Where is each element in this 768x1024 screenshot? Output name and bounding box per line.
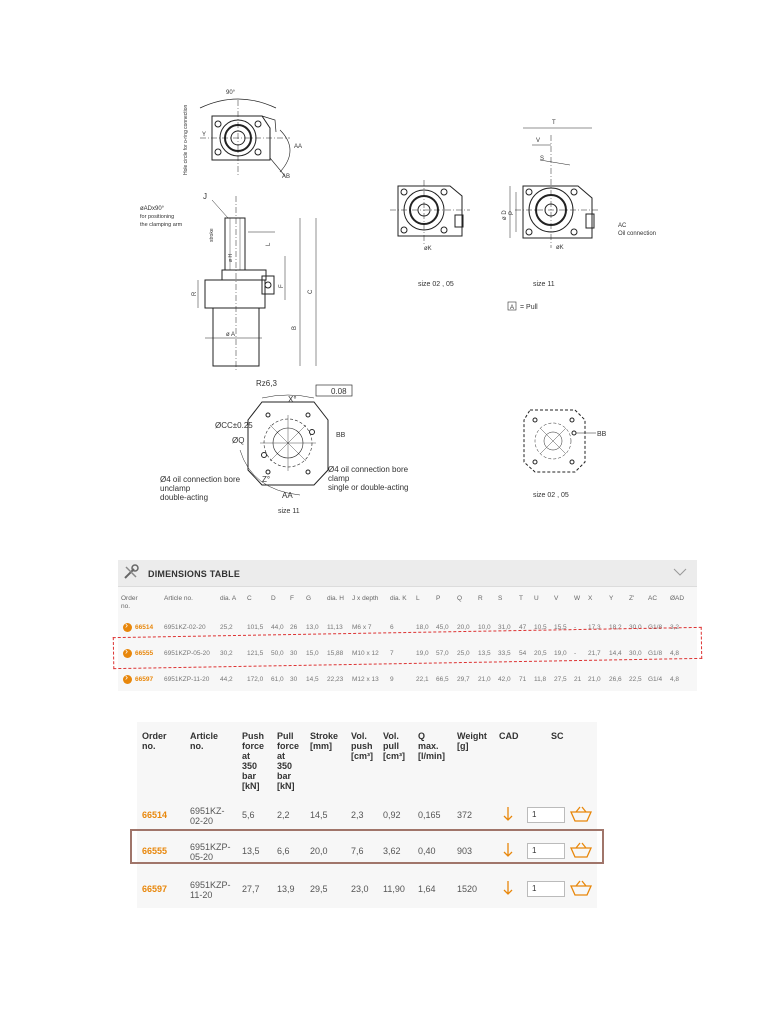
quantity-input[interactable]: 1 (527, 843, 565, 859)
label-hole-circle: Hole circle for o-ring connection (183, 104, 189, 175)
port-diagram-size-02-05 (524, 410, 596, 472)
table-cell: 26 (290, 624, 298, 631)
basket-icon[interactable] (570, 880, 592, 896)
table-cell: 30 (290, 676, 298, 683)
front-view-size-11 (510, 128, 600, 248)
label-j: J (203, 192, 207, 201)
label-flatness: 0.08 (331, 387, 347, 396)
table-cell: 18,0 (416, 624, 429, 631)
dim-header-cell: T (519, 595, 523, 602)
dim-header-cell: dia. A (220, 595, 237, 602)
table-cell: 13,9 (277, 884, 295, 894)
dim-header-cell: AC (648, 595, 658, 602)
table-cell: 14,5 (306, 676, 319, 683)
order-number-link[interactable]: 66597 (135, 676, 154, 683)
table-cell: 903 (457, 846, 473, 856)
table-cell: 0,165 (418, 810, 441, 820)
label-s: S (540, 156, 545, 162)
label-clamp-3: single or double-acting (328, 483, 409, 492)
label-size-11: size 11 (533, 281, 555, 288)
table-cell: 6 (390, 624, 394, 631)
table-cell: 121,5 (247, 650, 264, 657)
table-cell: 18,2 (609, 624, 622, 631)
table-cell: 15,5 (554, 624, 567, 631)
label-c: C (308, 289, 314, 294)
table-cell: 20,5 (534, 650, 547, 657)
dim-header-cell: Q (457, 595, 463, 602)
order-header-cell: Vol. pull [cm³] (383, 731, 405, 761)
table-cell: 50,0 (271, 650, 284, 657)
front-view-size-02-05 (390, 180, 470, 245)
label-size-02-05: size 02 , 05 (418, 281, 454, 288)
table-cell: 6951KZP- 11-20 (190, 880, 231, 900)
table-cell: 11,90 (383, 884, 405, 894)
table-cell: 21,0 (478, 676, 491, 683)
table-cell: 31,0 (498, 624, 511, 631)
table-cell: 25,2 (220, 624, 233, 631)
arrow-circle-icon[interactable] (123, 675, 132, 684)
dim-header-cell: dia. H (327, 595, 344, 602)
order-header-cell: SC (551, 731, 564, 741)
table-cell: 1,64 (418, 884, 436, 894)
dim-header-cell: F (290, 595, 294, 602)
table-cell: 42,0 (498, 676, 511, 683)
label-ac: AC (618, 223, 627, 229)
order-header-cell: Weight [g] (457, 731, 487, 751)
label-x: X° (288, 395, 297, 404)
table-cell: 0,92 (383, 810, 401, 820)
quantity-input[interactable]: 1 (527, 807, 565, 823)
label-rz: Rz6,3 (256, 379, 277, 388)
label-d: ø D (502, 210, 508, 220)
dim-header-cell: Y (609, 595, 614, 602)
table-cell: 14,4 (609, 650, 622, 657)
table-cell: 21 (574, 676, 582, 683)
label-b: B (292, 325, 298, 330)
table-cell: 2,3 (351, 810, 364, 820)
table-cell: 61,0 (271, 676, 284, 683)
label-stroke: stroke (209, 228, 215, 242)
table-cell: 23,0 (351, 884, 369, 894)
table-cell: 11,8 (534, 676, 547, 683)
label-a-dia: ø A (226, 332, 236, 338)
table-row (137, 872, 597, 912)
order-header-cell: Article no. (190, 731, 219, 751)
top-view-flange (200, 99, 290, 176)
arrow-circle-icon[interactable] (123, 623, 132, 632)
order-table (137, 722, 597, 908)
table-cell: 9 (390, 676, 394, 683)
dimensions-table-header[interactable] (118, 560, 697, 587)
label-unclamp-2: unclamp (160, 484, 191, 493)
dim-header-cell: U (534, 595, 539, 602)
order-number-link[interactable]: 66597 (142, 884, 168, 894)
label-aa: AA (294, 144, 303, 150)
label-f: F (279, 284, 285, 288)
table-cell: 47 (519, 624, 527, 631)
table-cell: 44,2 (220, 676, 233, 683)
table-cell: 57,0 (436, 650, 449, 657)
download-arrow-icon[interactable] (502, 806, 514, 822)
label-y: Y (202, 132, 207, 138)
table-cell: 71 (519, 676, 527, 683)
dim-header-cell: Order no. (121, 595, 138, 610)
dim-header-cell: G (306, 595, 312, 602)
table-cell: 101,5 (247, 624, 264, 631)
table-cell: 21,7 (588, 650, 601, 657)
dim-header-cell: P (436, 595, 441, 602)
label-ab: AB (282, 174, 291, 180)
dimensions-table (118, 560, 697, 691)
order-header-cell: Push force at 350 bar [kN] (242, 731, 265, 791)
table-cell: - (574, 650, 577, 657)
label-v: V (536, 138, 541, 144)
order-number-link[interactable]: 66514 (142, 810, 168, 820)
dim-header-cell: R (478, 595, 483, 602)
table-cell: 6951KZ- 02-20 (190, 806, 225, 826)
basket-icon[interactable] (570, 806, 592, 822)
dimensions-table-title: DIMENSIONS TABLE (148, 569, 241, 579)
table-cell: 10,0 (478, 624, 491, 631)
table-cell: 66,5 (436, 676, 449, 683)
table-cell: 22,1 (416, 676, 429, 683)
label-cc: ØCC±0.25 (215, 421, 253, 430)
dim-header-cell: C (247, 595, 252, 602)
label-unclamp-1: Ø4 oil connection bore (160, 475, 241, 484)
label-bb: BB (336, 432, 346, 439)
table-cell: 3,2 (670, 624, 680, 631)
quantity-input[interactable]: 1 (527, 881, 565, 897)
label-unclamp-3: double-acting (160, 493, 209, 502)
table-cell: M12 x 13 (352, 676, 379, 683)
table-cell: G1/4 (648, 676, 663, 683)
tools-icon (122, 563, 140, 581)
dim-header-cell: D (271, 595, 276, 602)
table-cell: 6951KZP-11-20 (164, 676, 210, 683)
table-cell: 30,2 (220, 650, 233, 657)
table-cell: 27,7 (242, 884, 260, 894)
label-size-11-bottom: size 11 (278, 508, 300, 515)
table-cell: 6951KZP- 05-20 (190, 842, 231, 862)
table-cell: G1/8 (648, 650, 663, 657)
table-cell: 6951KZ-02-20 (164, 624, 206, 631)
table-row[interactable] (118, 670, 697, 690)
order-header-cell: Pull force at 350 bar [kN] (277, 731, 300, 791)
table-cell: 19,0 (554, 650, 567, 657)
label-t: T (552, 120, 556, 126)
label-k-small: øK (424, 246, 432, 252)
order-number-link[interactable]: 66555 (142, 846, 168, 856)
table-cell: 2,2 (277, 810, 290, 820)
label-angle-90: 90° (226, 90, 236, 96)
label-z: Z° (262, 475, 271, 484)
label-k-large: øK (556, 245, 564, 251)
table-cell: 22,23 (327, 676, 344, 683)
table-cell: 11,13 (327, 624, 343, 631)
dim-header-cell: V (554, 595, 559, 602)
order-header-cell: Q max. [l/min] (418, 731, 445, 761)
table-cell: 44,0 (271, 624, 284, 631)
order-number-link[interactable]: 66555 (135, 650, 154, 657)
table-cell: 26,6 (609, 676, 622, 683)
table-cell: 19,0 (416, 650, 429, 657)
label-clamp-2: clamp (328, 474, 350, 483)
table-cell: 6,6 (277, 846, 290, 856)
table-cell: 29,5 (310, 884, 328, 894)
table-cell: 4,8 (670, 676, 680, 683)
table-cell: 4,8 (670, 650, 680, 657)
chevron-down-icon[interactable] (673, 566, 687, 578)
order-number-link[interactable]: 66514 (135, 624, 154, 631)
table-cell: 3,62 (383, 846, 401, 856)
table-cell: 54 (519, 650, 527, 657)
table-cell: 13,5 (242, 846, 260, 856)
table-cell: 13,5 (478, 650, 491, 657)
table-cell: 20,0 (457, 624, 470, 631)
label-oil-connection: Oil connection (618, 231, 657, 237)
table-cell: 30,0 (629, 650, 642, 657)
side-view-cylinder (198, 196, 316, 370)
order-header-cell: CAD (499, 731, 519, 741)
table-cell: 1520 (457, 884, 478, 894)
dim-header-cell: ØAD (670, 595, 685, 602)
table-cell: 17,3 (588, 624, 601, 631)
table-cell: 7,6 (351, 846, 364, 856)
label-q: ØQ (232, 436, 245, 445)
table-cell: M10 x 12 (352, 650, 379, 657)
table-cell: 45,0 (436, 624, 449, 631)
table-cell: 20,0 (310, 846, 328, 856)
table-cell: 33,5 (498, 650, 511, 657)
label-clamp-1: Ø4 oil connection bore (328, 465, 409, 474)
order-header-cell: Vol. push [cm³] (351, 731, 373, 761)
table-cell: 5,6 (242, 810, 255, 820)
table-cell: 15,88 (327, 650, 344, 657)
label-aa-bottom: AA (282, 491, 293, 500)
table-cell: 15,0 (306, 650, 319, 657)
label-oad: øADx90° (140, 206, 165, 212)
table-cell: 172,0 (247, 676, 264, 683)
table-cell: 7 (390, 650, 394, 657)
table-cell: 30,0 (629, 624, 642, 631)
label-positioning-2: the clamping arm (140, 222, 183, 228)
label-p: P (509, 210, 515, 215)
table-cell: 25,0 (457, 650, 470, 657)
table-cell: 30 (290, 650, 298, 657)
dim-header-cell: X (588, 595, 593, 602)
order-header-cell: Stroke [mm] (310, 731, 339, 751)
label-size-02-05-bottom: size 02 , 05 (533, 492, 569, 499)
dim-header-cell: Z' (629, 595, 635, 602)
highlight-row-box (130, 829, 604, 864)
label-pull-legend: = Pull (520, 304, 538, 311)
table-cell: - (574, 624, 577, 631)
table-cell: 13,0 (306, 624, 319, 631)
table-cell: M6 x 7 (352, 624, 372, 631)
dim-header-cell: dia. K (390, 595, 407, 602)
label-a-box: A (510, 305, 515, 311)
port-diagram-size-11 (240, 395, 328, 495)
label-positioning: for positioning (140, 214, 175, 220)
label-bb-right: BB (597, 431, 607, 438)
order-header-cell: Order no. (142, 731, 167, 751)
table-cell: 0,40 (418, 846, 436, 856)
table-cell: 22,5 (629, 676, 642, 683)
table-cell: 27,5 (554, 676, 567, 683)
dim-header-cell: L (416, 595, 420, 602)
dim-header-cell: Article no. (164, 595, 193, 602)
dim-header-cell: S (498, 595, 503, 602)
table-cell: 6951KZP-05-20 (164, 650, 210, 657)
table-cell: 10,5 (534, 624, 547, 631)
download-arrow-icon[interactable] (502, 880, 514, 896)
label-l: L (266, 242, 272, 246)
table-cell: 29,7 (457, 676, 470, 683)
label-r: R (192, 291, 198, 296)
table-cell: G1/8 (648, 624, 663, 631)
dim-header-cell: W (574, 595, 581, 602)
label-h: ø H (228, 253, 234, 262)
dim-header-cell: J x depth (352, 595, 379, 602)
table-cell: 21,0 (588, 676, 601, 683)
table-cell: 14,5 (310, 810, 328, 820)
table-cell: 372 (457, 810, 473, 820)
